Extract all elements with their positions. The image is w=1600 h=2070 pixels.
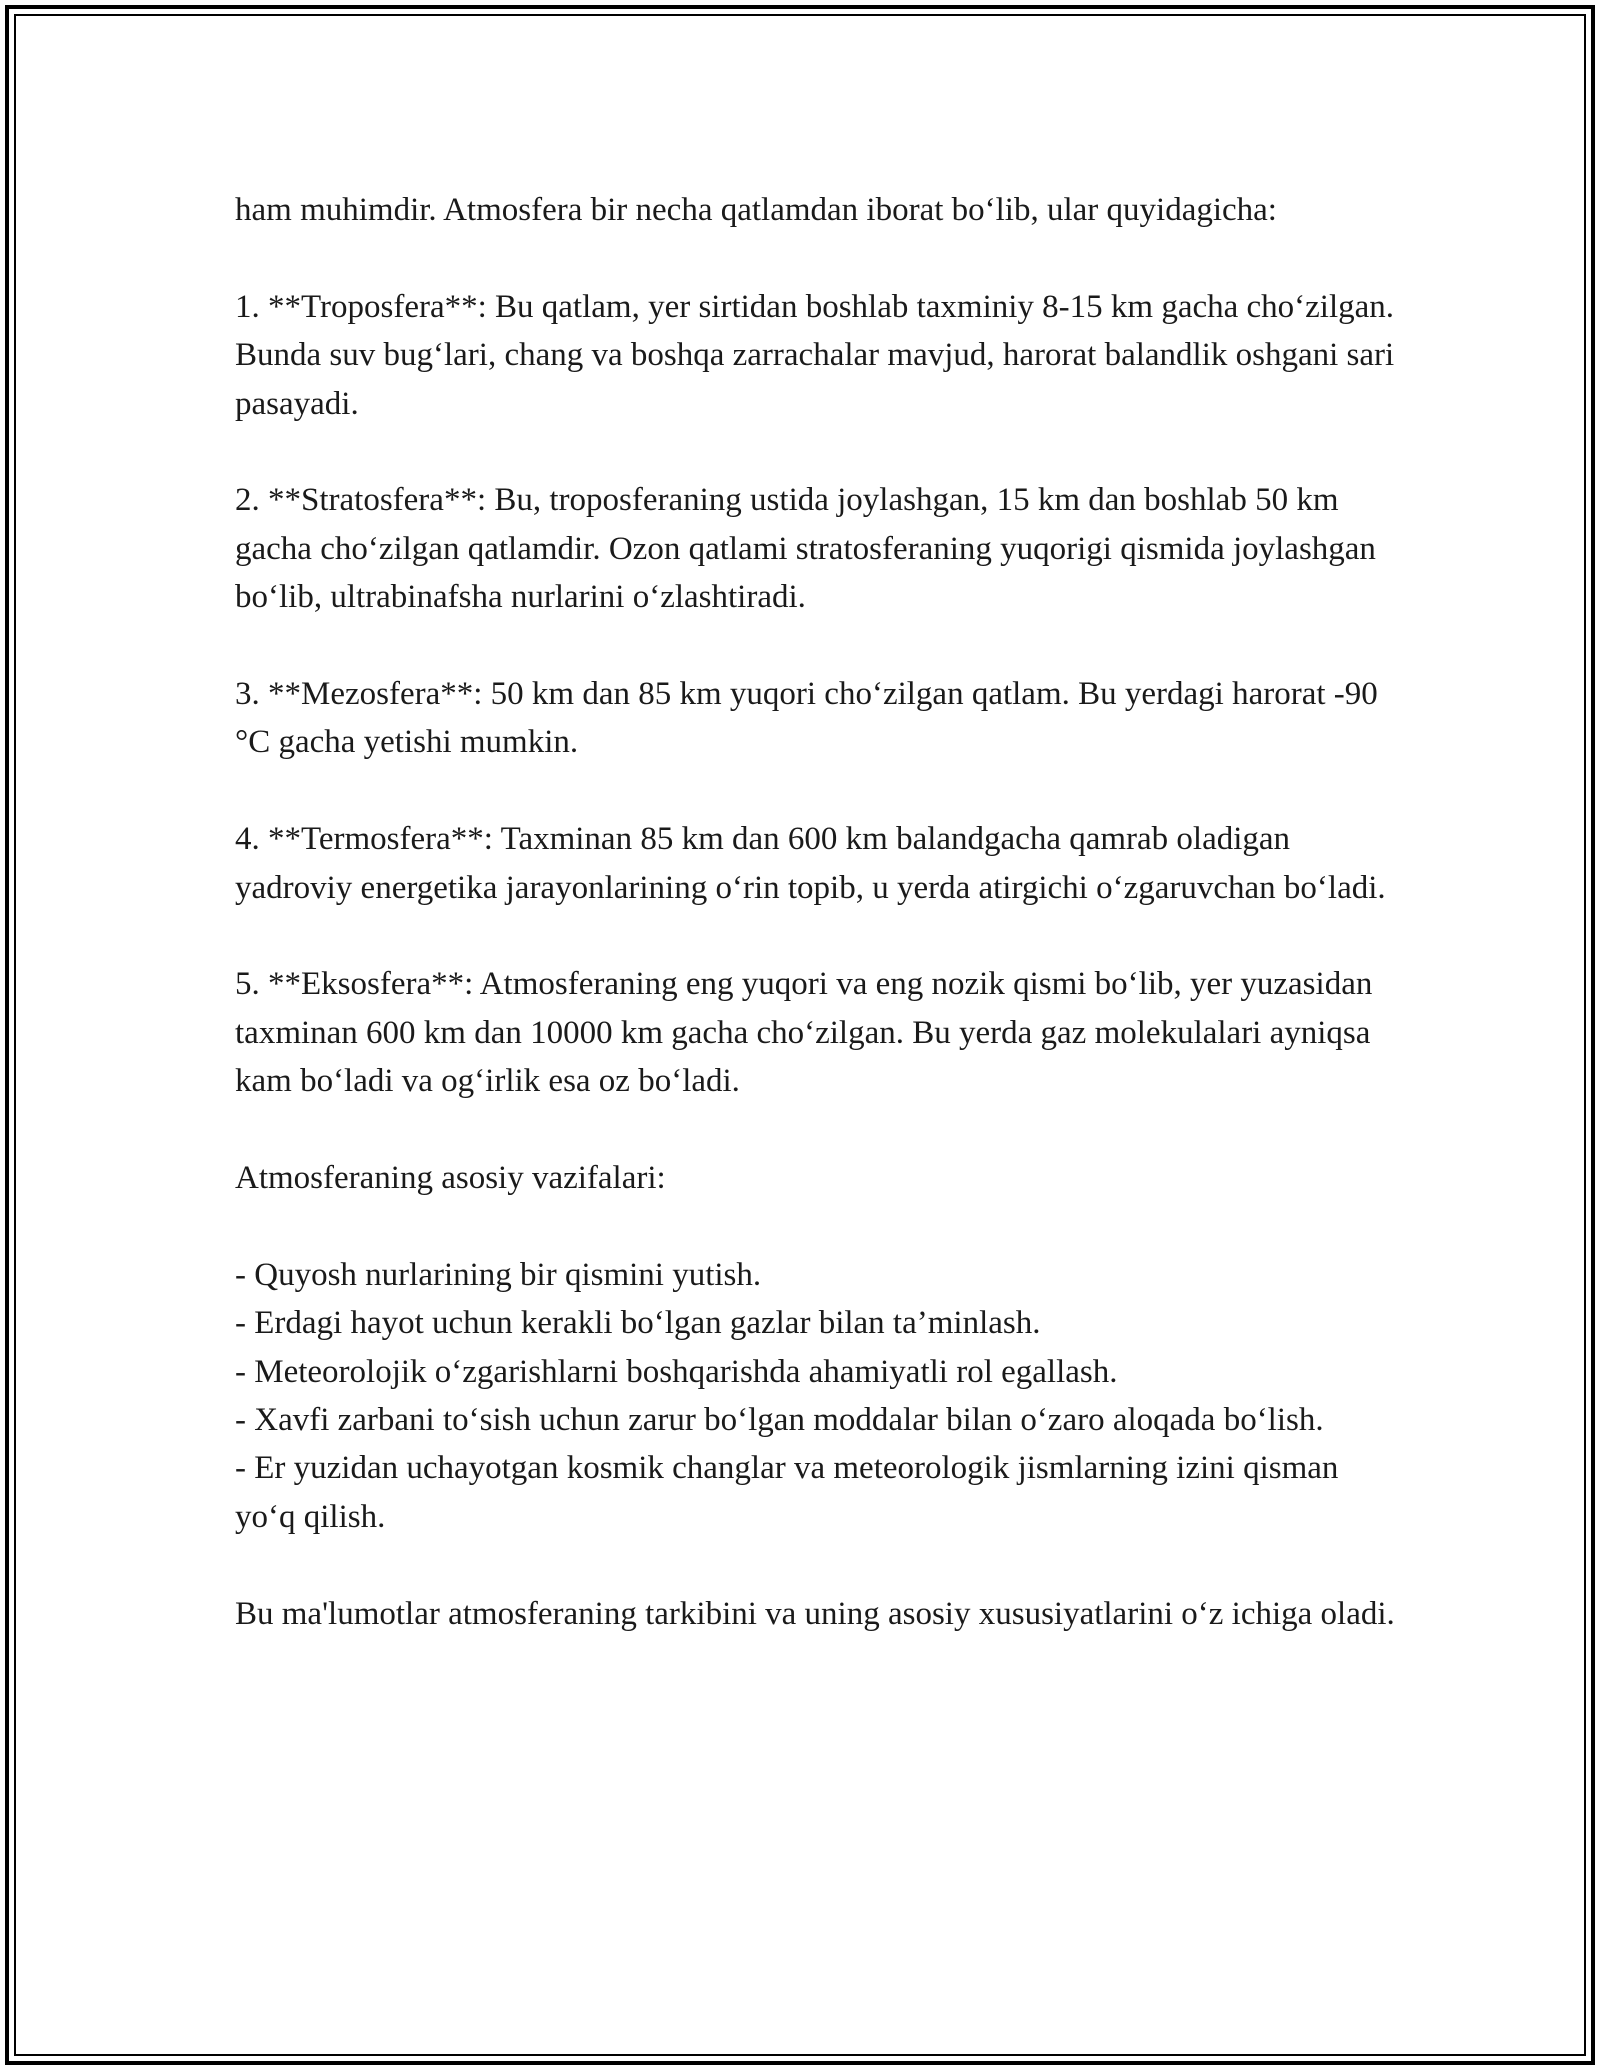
layer-exosphere: 5. **Eksosfera**: Atmosferaning eng yuqori va eng nozik qismi bo‘lib, yer yuzasidan taxminan 600 km dan 10000 km gacha cho‘zilgan. Bu yerda gaz molekulalari ayniqsa kam bo‘ladi va og‘irlik esa oz bo‘ladi. bbox=[235, 966, 1373, 1100]
layer-troposphere: 1. **Troposfera**: Bu qatlam, yer sirtidan boshlab taxminiy 8-15 km gacha cho‘zilgan. Bunda suv bug‘lari, chang va boshqa zarrachalar mavjud, harorat balandlik oshgani sari pasayadi. bbox=[235, 288, 1395, 422]
conclusion-paragraph: Bu ma'lumotlar atmosferaning tarkibini va uning asosiy xususiyatlarini o‘z ichiga oladi. bbox=[235, 1595, 1395, 1632]
functions-heading: Atmosferaning asosiy vazifalari: bbox=[235, 1160, 666, 1197]
functions-list bbox=[235, 1251, 1395, 1541]
document-body bbox=[235, 186, 1395, 1638]
layer-stratosphere: 2. **Stratosfera**: Bu, troposferaning ustida joylashgan, 15 km dan boshlab 50 km gacha cho‘zilgan qatlamdir. Ozon qatlami stratosferaning yuqorigi qismida joylashgan bo‘lib, ultrabinafsha nurlarini o‘zlashtiradi. bbox=[235, 482, 1376, 616]
list-item: - Erdagi hayot uchun kerakli bo‘lgan gazlar bilan ta’minlash. bbox=[235, 1305, 1041, 1342]
layer-mesosphere: 3. **Mezosfera**: 50 km dan 85 km yuqori cho‘zilgan qatlam. Bu yerdagi harorat -90 °C gacha yetishi mumkin. bbox=[235, 676, 1378, 761]
list-item: - Quyosh nurlarining bir qismini yutish. bbox=[235, 1256, 762, 1293]
layer-thermosphere: 4. **Termosfera**: Taxminan 85 km dan 600 km balandgacha qamrab oladigan yadroviy energetika jarayonlarining o‘rin topib, u yerda atirgichi o‘zgaruvchan bo‘ladi. bbox=[235, 821, 1386, 906]
intro-paragraph: ham muhimdir. Atmosfera bir necha qatlamdan iborat bo‘lib, ular quyidagicha: bbox=[235, 192, 1277, 228]
list-item: - Xavfi zarbani to‘sish uchun zarur bo‘lgan moddalar bilan o‘zaro aloqada bo‘lish. bbox=[235, 1402, 1324, 1439]
list-item: - Er yuzidan uchayotgan kosmik changlar va meteorologik jismlarning izini qisman yo‘q qilish. bbox=[235, 1450, 1339, 1535]
list-item: - Meteorolojik o‘zgarishlarni boshqarishda ahamiyatli rol egallash. bbox=[235, 1353, 1118, 1390]
